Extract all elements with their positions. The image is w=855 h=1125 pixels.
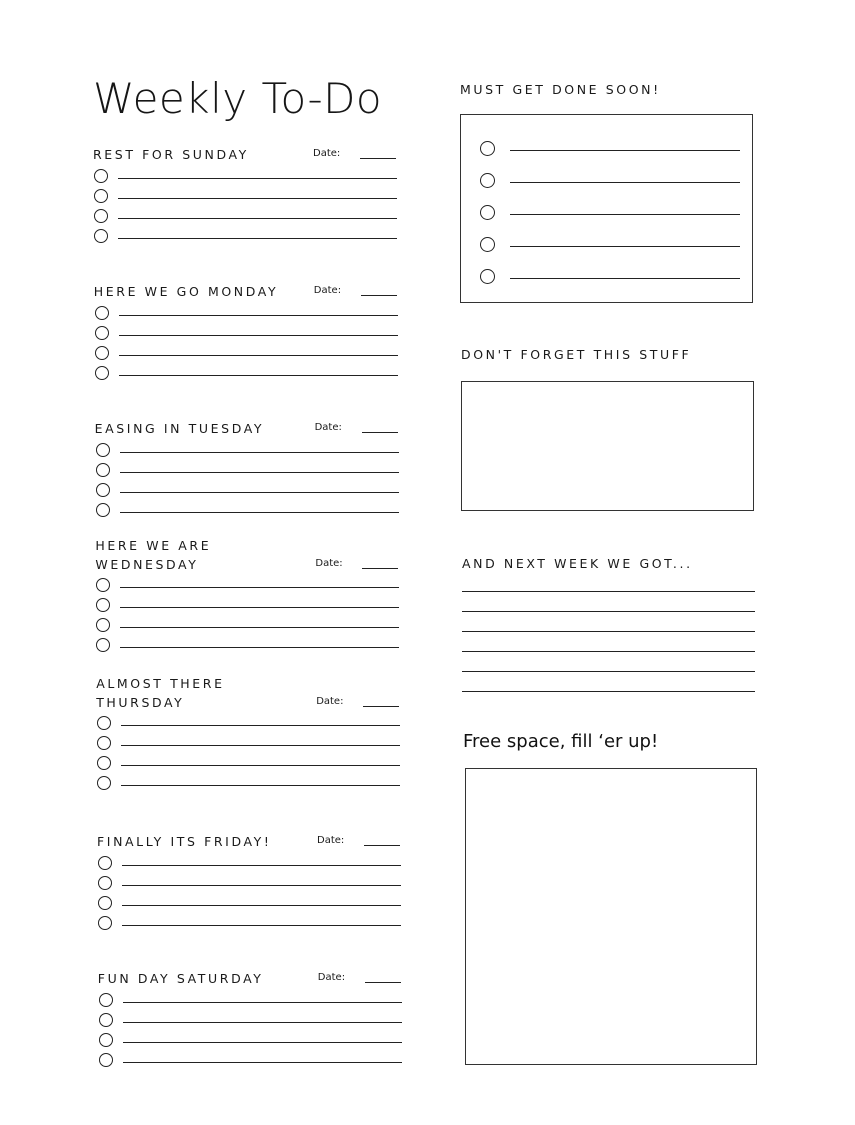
todo-item [96, 752, 402, 772]
date-field[interactable] [362, 432, 398, 433]
checkbox-circle[interactable] [96, 618, 110, 632]
must-get-done-item [480, 267, 740, 287]
task-line[interactable] [122, 925, 401, 926]
must-get-done-item [480, 235, 740, 255]
checkbox-circle[interactable] [96, 463, 110, 477]
date-label: Date: [315, 558, 343, 569]
checkbox-circle[interactable] [96, 503, 110, 517]
must-get-done-heading: MUST GET DONE SOON! [460, 82, 661, 97]
task-line[interactable] [510, 182, 740, 183]
todo-list [94, 302, 400, 382]
task-line[interactable] [120, 607, 399, 608]
task-line[interactable] [118, 218, 397, 219]
task-line[interactable] [122, 865, 401, 866]
checkbox-circle[interactable] [96, 638, 110, 652]
todo-item [95, 459, 401, 479]
todo-item [95, 479, 401, 499]
checkbox-circle[interactable] [96, 598, 110, 612]
checkbox-circle[interactable] [97, 716, 111, 730]
todo-item [97, 892, 403, 912]
next-week-line[interactable] [462, 691, 755, 692]
next-week-heading: AND NEXT WEEK WE GOT... [462, 556, 693, 571]
task-line[interactable] [118, 198, 397, 199]
checkbox-circle[interactable] [99, 1033, 113, 1047]
must-get-done-item [480, 139, 740, 159]
todo-list [95, 439, 401, 519]
task-line[interactable] [118, 178, 397, 179]
todo-item [95, 499, 401, 519]
date-label: Date: [317, 972, 346, 983]
todo-item [95, 614, 401, 634]
checkbox-circle[interactable] [97, 756, 111, 770]
todo-item [94, 322, 400, 342]
task-line[interactable] [119, 315, 398, 316]
todo-item [98, 1049, 404, 1069]
day-heading: ALMOST THERE THURSDAY [96, 676, 225, 710]
checkbox-circle[interactable] [480, 237, 495, 252]
day-heading: FINALLY ITS FRIDAY! [97, 834, 272, 849]
todo-item [93, 205, 399, 225]
page-title: Weekly To-Do [93, 74, 383, 123]
checkbox-circle[interactable] [480, 205, 495, 220]
checkbox-circle[interactable] [97, 776, 111, 790]
must-get-done-box [460, 114, 753, 303]
date-label: Date: [313, 148, 341, 159]
todo-item [96, 772, 402, 792]
task-line[interactable] [120, 512, 399, 513]
checkbox-circle[interactable] [480, 141, 495, 156]
todo-item [94, 302, 400, 322]
date-field[interactable] [364, 845, 400, 846]
checkbox-circle[interactable] [98, 896, 112, 910]
checkbox-circle[interactable] [480, 269, 495, 284]
todo-item [98, 1029, 404, 1049]
next-week-line[interactable] [462, 591, 755, 592]
date-label: Date: [316, 696, 344, 707]
todo-item [97, 912, 403, 932]
todo-item [96, 732, 402, 752]
todo-item [98, 1009, 404, 1029]
task-line[interactable] [120, 647, 399, 648]
date-field[interactable] [365, 982, 401, 983]
todo-item [96, 712, 402, 732]
day-heading: HERE WE GO MONDAY [93, 284, 279, 299]
task-line[interactable] [120, 452, 399, 453]
todo-item [95, 439, 401, 459]
day-heading: FUN DAY SATURDAY [97, 971, 264, 986]
todo-item [95, 594, 401, 614]
checkbox-circle[interactable] [99, 993, 113, 1007]
todo-item [95, 634, 401, 654]
next-week-line[interactable] [462, 651, 755, 652]
task-line[interactable] [123, 1002, 402, 1003]
task-line[interactable] [118, 238, 397, 239]
task-line[interactable] [121, 765, 400, 766]
day-heading: REST FOR SUNDAY [93, 147, 249, 162]
todo-list [96, 712, 402, 792]
task-line[interactable] [121, 725, 400, 726]
dont-forget-box[interactable] [461, 381, 754, 511]
task-line[interactable] [120, 472, 399, 473]
task-line[interactable] [510, 214, 740, 215]
checkbox-circle[interactable] [98, 856, 112, 870]
checkbox-circle[interactable] [99, 1013, 113, 1027]
date-field[interactable] [360, 158, 396, 159]
todo-item [93, 225, 399, 245]
date-field[interactable] [363, 706, 399, 707]
task-line[interactable] [119, 335, 398, 336]
date-label: Date: [317, 835, 345, 846]
checkbox-circle[interactable] [96, 578, 110, 592]
task-line[interactable] [121, 785, 400, 786]
task-line[interactable] [122, 885, 401, 886]
task-line[interactable] [122, 905, 401, 906]
todo-list [98, 989, 404, 1069]
checkbox-circle[interactable] [96, 483, 110, 497]
must-get-done-item [480, 203, 740, 223]
next-week-line[interactable] [462, 611, 755, 612]
task-line[interactable] [123, 1042, 402, 1043]
todo-item [97, 872, 403, 892]
todo-list [97, 852, 403, 932]
checkbox-circle[interactable] [95, 306, 109, 320]
date-field[interactable] [362, 568, 398, 569]
todo-item [93, 165, 399, 185]
checkbox-circle[interactable] [94, 169, 108, 183]
task-line[interactable] [121, 745, 400, 746]
checkbox-circle[interactable] [96, 443, 110, 457]
task-line[interactable] [120, 492, 399, 493]
next-week-line[interactable] [462, 671, 755, 672]
free-space-box[interactable] [465, 768, 757, 1065]
todo-item [93, 185, 399, 205]
task-line[interactable] [510, 278, 740, 279]
task-line[interactable] [120, 587, 399, 588]
task-line[interactable] [510, 246, 740, 247]
free-space-heading: Free space, fill ‘er up! [463, 731, 659, 752]
checkbox-circle[interactable] [95, 366, 109, 380]
task-line[interactable] [510, 150, 740, 151]
date-label: Date: [314, 422, 342, 433]
todo-item [97, 852, 403, 872]
task-line[interactable] [120, 627, 399, 628]
task-line[interactable] [119, 355, 398, 356]
day-heading: HERE WE ARE WEDNESDAY [95, 538, 212, 572]
checkbox-circle[interactable] [94, 229, 108, 243]
must-get-done-item [480, 171, 740, 191]
checkbox-circle[interactable] [95, 326, 109, 340]
todo-item [94, 342, 400, 362]
task-line[interactable] [123, 1062, 402, 1063]
checkbox-circle[interactable] [94, 189, 108, 203]
todo-item [95, 574, 401, 594]
checkbox-circle[interactable] [99, 1053, 113, 1067]
checkbox-circle[interactable] [480, 173, 495, 188]
todo-list [93, 165, 399, 245]
next-week-line[interactable] [462, 631, 755, 632]
dont-forget-heading: DON'T FORGET THIS STUFF [461, 347, 692, 362]
checkbox-circle[interactable] [97, 736, 111, 750]
checkbox-circle[interactable] [95, 346, 109, 360]
todo-list [95, 574, 401, 654]
checkbox-circle[interactable] [94, 209, 108, 223]
task-line[interactable] [123, 1022, 402, 1023]
checkbox-circle[interactable] [98, 916, 112, 930]
task-line[interactable] [119, 375, 398, 376]
date-field[interactable] [361, 295, 397, 296]
todo-item [94, 362, 400, 382]
date-label: Date: [313, 285, 342, 296]
day-heading: EASING IN TUESDAY [94, 421, 265, 436]
checkbox-circle[interactable] [98, 876, 112, 890]
todo-item [98, 989, 404, 1009]
